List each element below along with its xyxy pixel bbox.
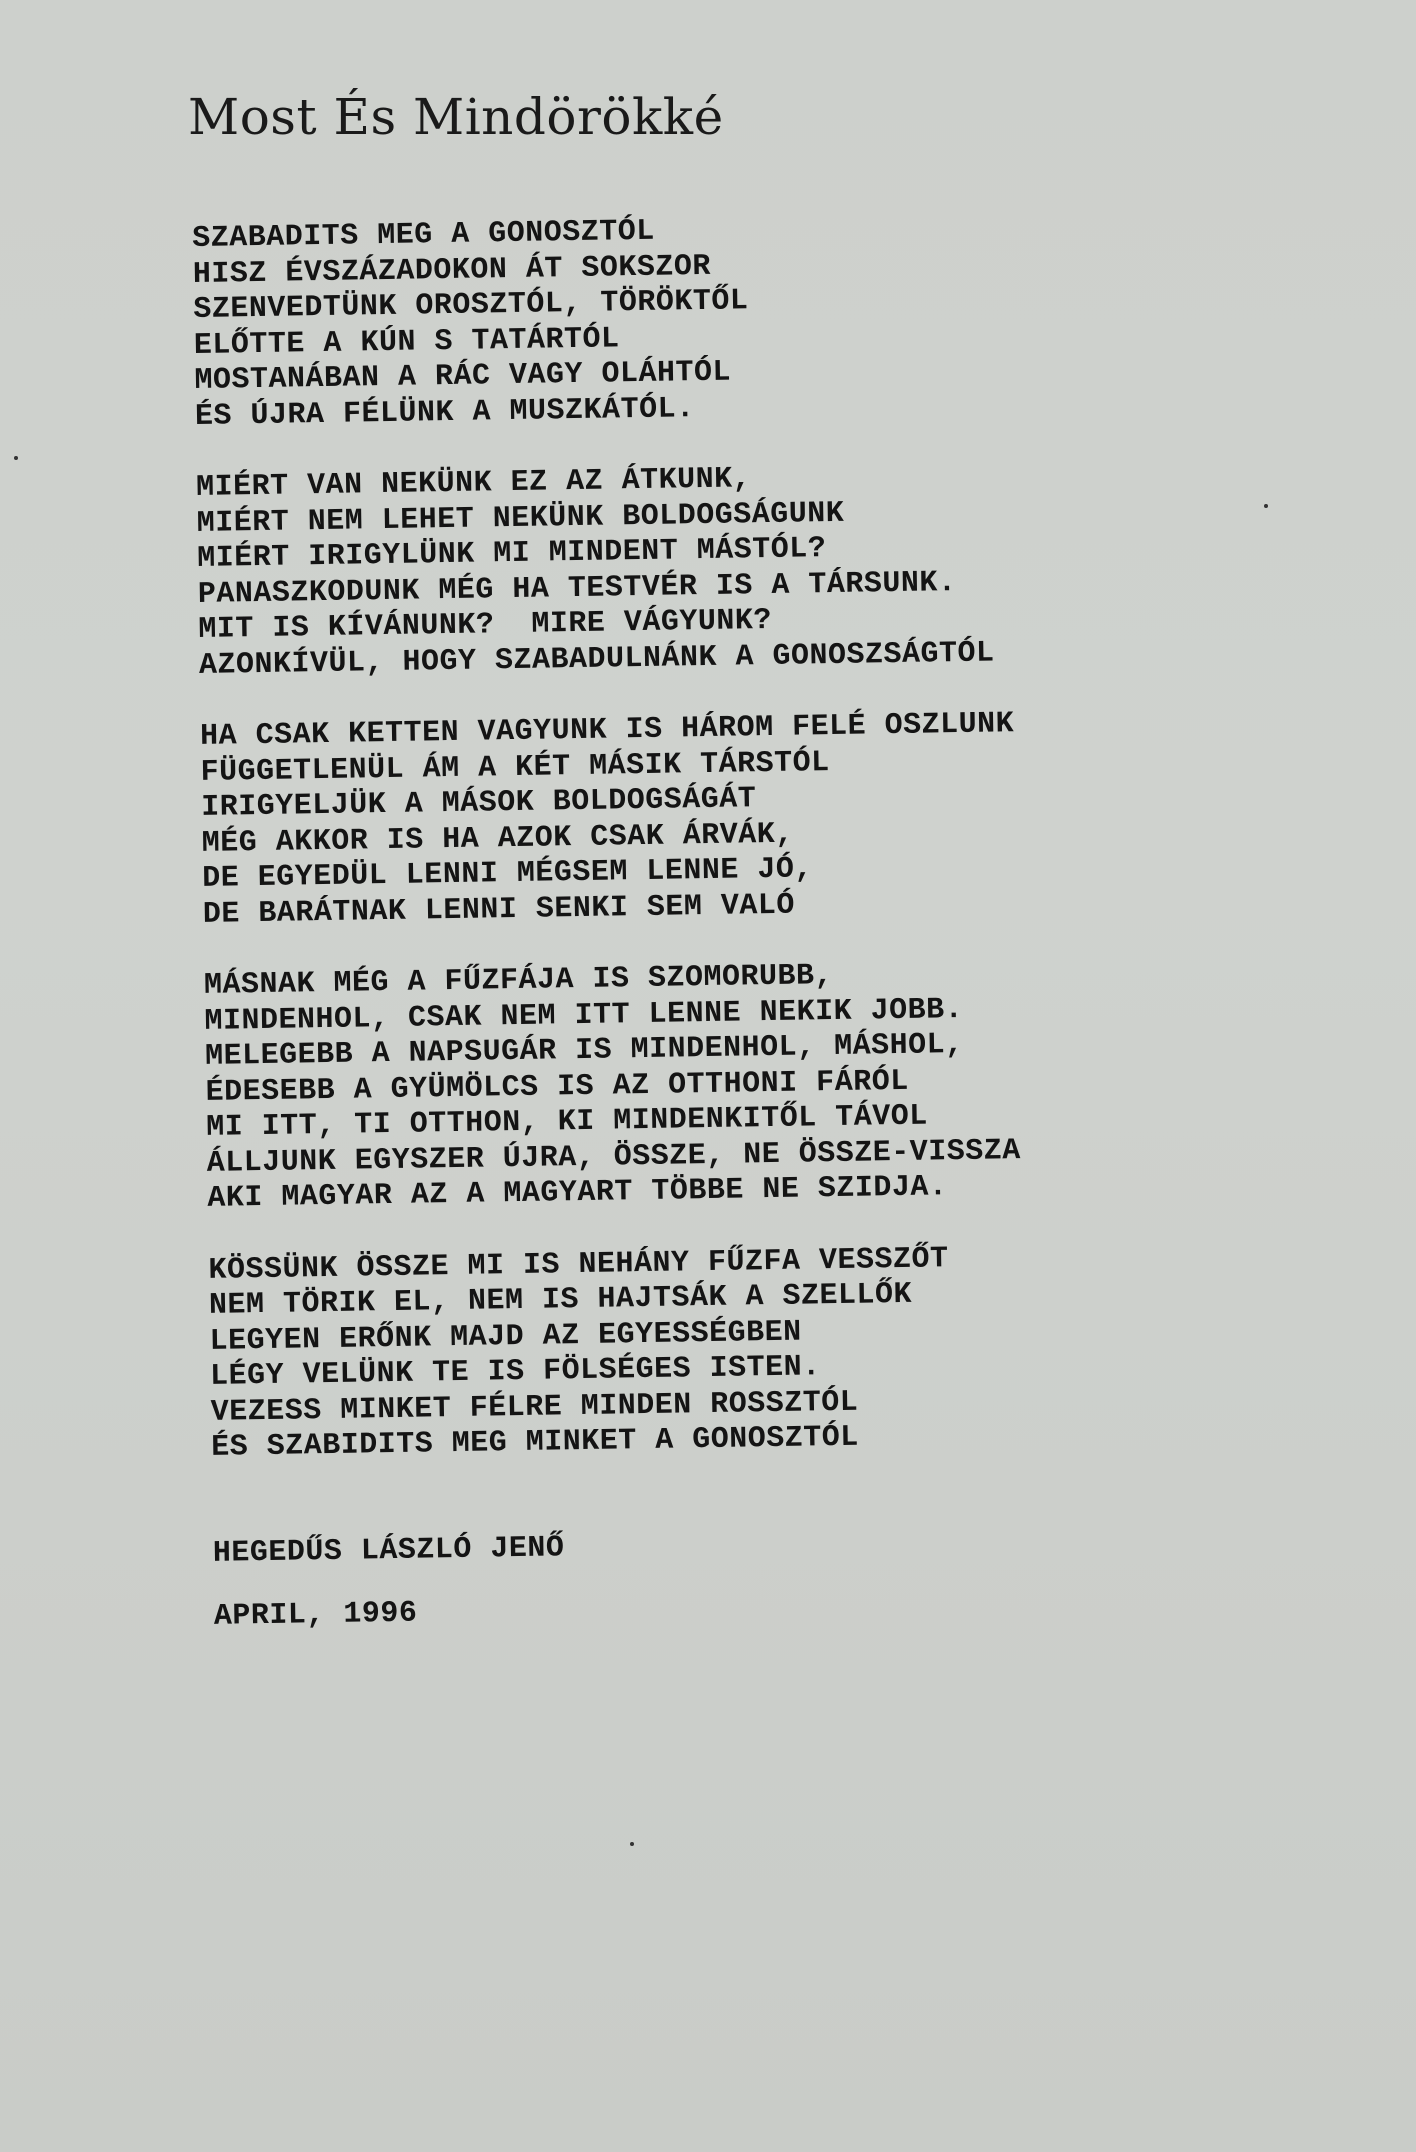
poem-line: ÉS SZABIDITS MEG MINKET A GONOSZTÓL (210, 1420, 860, 1465)
poem-line: VEZESS MINKET FÉLRE MINDEN ROSSZTÓL (210, 1385, 859, 1430)
stanza-4 (204, 952, 1308, 1218)
poem-line: AZONKÍVÜL, HOGY SZABADULNÁNK A GONOSZSÁGTÓL (198, 635, 995, 683)
poem-line: ÉS ÚJRA FÉLÜNK A MUSZKÁTÓL. (194, 391, 695, 434)
bleed-through-text (300, 0, 315, 67)
poem-title: Most És Mindörökké (188, 88, 724, 146)
poem-line: KÖSSÜNK ÖSSZE MI IS NEHÁNY FŰZFA VESSZŐT (208, 1241, 949, 1288)
stanza-3 (200, 703, 1303, 933)
poem-line: MOSTANÁBAN A RÁC VAGY OLÁHTÓL (194, 355, 732, 398)
poem-line: PANASZKODUNK MÉG HA TESTVÉR IS A TÁRSUNK. (197, 565, 957, 612)
speck-mark (14, 456, 18, 460)
poem-line: MINDENHOL, CSAK NEM ITT LENNE NEKIK JOBB. (204, 992, 964, 1039)
author-name: HEGEDŰS LÁSZLÓ JENŐ (212, 1530, 565, 1571)
poem-line: SZABADITS MEG A GONOSZTÓL (192, 214, 656, 256)
poem-line: ÉDESEBB A GYÜMÖLCS IS AZ OTTHONI FÁRÓL (205, 1064, 909, 1110)
speck-mark (630, 1842, 634, 1846)
poem-line: HISZ ÉVSZÁZADOKON ÁT SOKSZOR (192, 249, 712, 292)
poem-line: MELEGEBB A NAPSUGÁR IS MINDENHOL, MÁSHOL, (204, 1027, 964, 1074)
poem-line: AKI MAGYAR AZ A MAGYART TÖBBE NE SZIDJA. (207, 1170, 948, 1216)
poem-line: LÉGY VELÜNK TE IS FÖLSÉGES ISTEN. (209, 1350, 821, 1394)
speck-mark (1264, 504, 1268, 508)
poem-line: DE BARÁTNAK LENNI SENKI SEM VALÓ (202, 888, 796, 932)
poem-line: ELŐTTE A KÚN S TATÁRTÓL (193, 321, 620, 363)
poem-line: LEGYEN ERŐNK MAJD AZ EGYESSÉGBEN (209, 1315, 802, 1359)
poem-line: MIÉRT IRIGYLÜNK MI MINDENT MÁSTÓL? (197, 532, 827, 576)
stanza-5 (208, 1236, 1311, 1466)
poem-body (192, 205, 1315, 1664)
poem-line: HA CSAK KETTEN VAGYUNK IS HÁROM FELÉ OSZLUNK (199, 707, 1015, 754)
poem-line: DE EGYEDÜL LENNI MÉGSEM LENNE JÓ, (202, 852, 814, 896)
stanza-2 (196, 454, 1299, 684)
poem-line: MIT IS KÍVÁNUNK? MIRE VÁGYUNK? (198, 603, 773, 647)
poem-line: MÁSNAK MÉG A FŰZFÁJA IS SZOMORUBB, (203, 959, 834, 1003)
poem-line: MIÉRT NEM LEHET NEKÜNK BOLDOGSÁGUNK (196, 496, 845, 541)
poem-line: FÜGGETLENÜL ÁM A KÉT MÁSIK TÁRSTÓL (200, 745, 830, 790)
poem-line: SZENVEDTÜNK OROSZTÓL, TÖRÖKTŐL (193, 284, 749, 327)
poem-line: NEM TÖRIK EL, NEM IS HAJTSÁK A SZELLŐK (208, 1277, 913, 1323)
stanza-1 (192, 205, 1295, 435)
poem-date: APRIL, 1996 (213, 1596, 418, 1634)
poem-line: IRIGYELJÜK A MÁSOK BOLDOGSÁGÁT (200, 782, 757, 825)
poem-line: ÁLLJUNK EGYSZER ÚJRA, ÖSSZE, NE ÖSSZE-VISSZA (206, 1133, 1022, 1181)
signature-block (213, 1519, 1314, 1635)
poem-line: MIÉRT VAN NEKÜNK EZ AZ ÁTKUNK, (195, 462, 752, 505)
poem-line: MÉG AKKOR IS HA AZOK CSAK ÁRVÁK, (201, 817, 795, 861)
poem-line: MI ITT, TI OTTHON, KI MINDENKITŐL TÁVOL (205, 1099, 929, 1145)
